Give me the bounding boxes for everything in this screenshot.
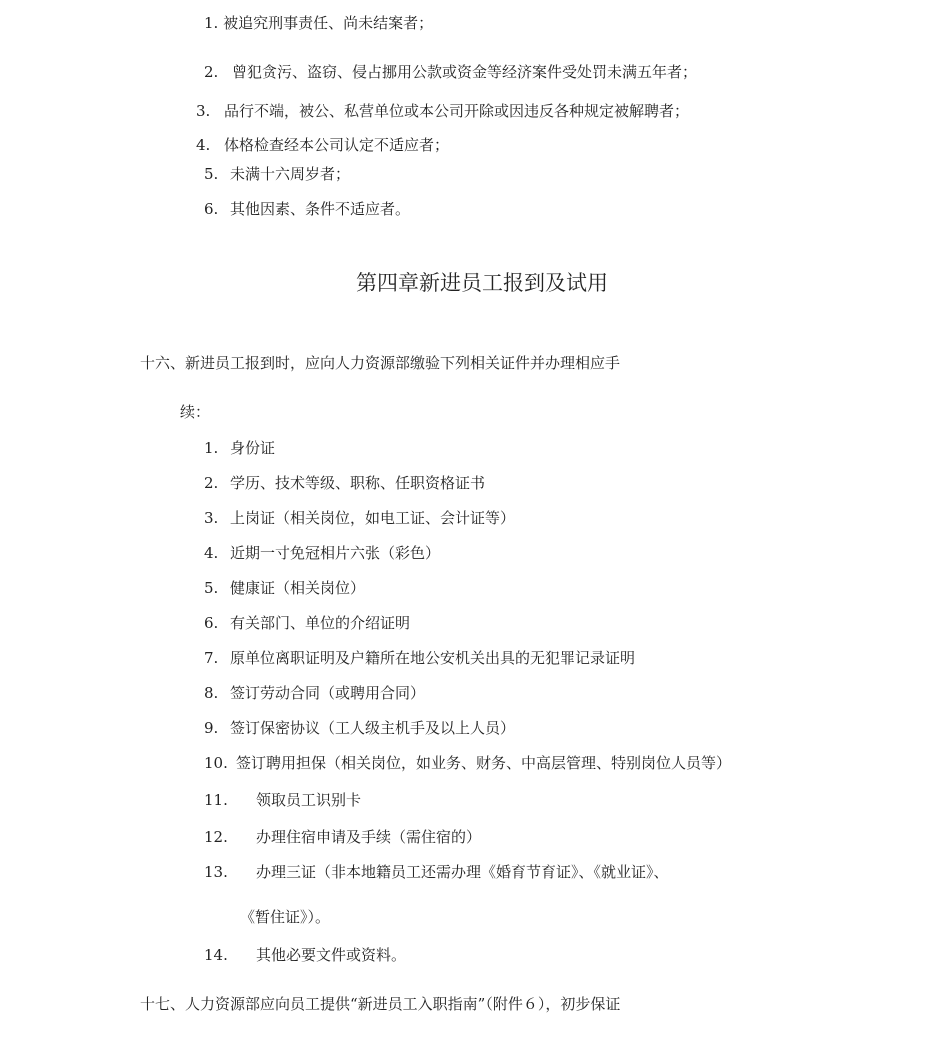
clause-16-line-1: 十六、新进员工报到时，应向人力资源部缴验下列相关证件并办理相应手 xyxy=(140,354,621,372)
list-item xyxy=(204,862,669,882)
list-number: 1. xyxy=(204,439,219,457)
list-item xyxy=(196,135,449,155)
list-text: 品行不端，被公、私营单位或本公司开除或因违反各种规定被解聘者； xyxy=(224,102,690,120)
list-number: 11. xyxy=(204,791,228,809)
list-text: 体格检查经本公司认定不适应者； xyxy=(224,136,450,154)
list-number: 2. xyxy=(204,63,219,81)
list-number: 2. xyxy=(204,474,219,492)
list-text: 上岗证（相关岗位，如电工证、会计证等） xyxy=(230,509,516,527)
list-number: 5. xyxy=(204,165,219,183)
list-item xyxy=(204,578,365,598)
list-number: 10. xyxy=(204,754,228,772)
list-item xyxy=(204,790,361,810)
list-text: 被追究刑事责任、尚未结案者； xyxy=(223,14,434,32)
list-item xyxy=(196,101,689,121)
list-number: 6. xyxy=(204,200,219,218)
chapter-title: 第四章新进员工报到及试用 xyxy=(356,271,608,295)
list-item xyxy=(204,648,635,668)
list-item xyxy=(204,683,425,703)
list-item xyxy=(204,753,731,773)
list-number: 5. xyxy=(204,579,219,597)
list-text: 健康证（相关岗位） xyxy=(230,579,366,597)
clause-17-line-1: 十七、人力资源部应向员工提供“新进员工入职指南”（附件６），初步保证 xyxy=(140,995,621,1013)
list-item xyxy=(204,945,406,965)
list-text: 曾犯贪污、盗窃、侵占挪用公款或资金等经济案件受处罚未满五年者； xyxy=(232,63,698,81)
list-text: 其他因素、条件不适应者。 xyxy=(230,200,411,218)
list-number: 13. xyxy=(204,863,228,881)
list-item xyxy=(204,508,515,528)
list-number: 4. xyxy=(204,544,219,562)
list-text: 领取员工识别卡 xyxy=(256,791,362,809)
list-text: 学历、技术等级、职称、任职资格证书 xyxy=(230,474,486,492)
list-item xyxy=(204,718,515,738)
list-text: 原单位离职证明及户籍所在地公安机关出具的无犯罪记录证明 xyxy=(230,649,636,667)
list-text: 办理三证（非本地籍员工还需办理《婚育节育证》、《就业证》、 xyxy=(256,863,669,881)
list-item xyxy=(204,164,350,184)
list-text: 近期一寸免冠相片六张（彩色） xyxy=(230,544,441,562)
list-number: 8. xyxy=(204,684,219,702)
list-item xyxy=(204,199,410,219)
list-text: 未满十六周岁者； xyxy=(230,165,351,183)
list-text: 《暂住证》）。 xyxy=(240,908,331,926)
list-number: 6. xyxy=(204,614,219,632)
list-item xyxy=(204,613,410,633)
list-number: 1. xyxy=(204,14,219,32)
list-number: 3. xyxy=(204,509,219,527)
list-item xyxy=(204,438,275,458)
clause-16-line-2: 续： xyxy=(180,403,211,421)
list-text: 有关部门、单位的介绍证明 xyxy=(230,614,411,632)
list-number: 4. xyxy=(196,136,211,154)
list-item-continuation xyxy=(240,907,330,927)
list-text: 签订劳动合同（或聘用合同） xyxy=(230,684,426,702)
list-item xyxy=(204,543,440,563)
list-text: 其他必要文件或资料。 xyxy=(256,946,407,964)
list-text: 签订聘用担保（相关岗位，如业务、财务、中高层管理、特别岗位人员等） xyxy=(236,754,732,772)
list-text: 签订保密协议（工人级主机手及以上人员） xyxy=(230,719,516,737)
list-text: 身份证 xyxy=(230,439,276,457)
list-number: 14. xyxy=(204,946,228,964)
list-number: 12. xyxy=(204,828,228,846)
list-item xyxy=(204,62,697,82)
list-number: 9. xyxy=(204,719,219,737)
list-item xyxy=(204,473,485,493)
list-item xyxy=(204,13,433,33)
list-text: 办理住宿申请及手续（需住宿的） xyxy=(256,828,482,846)
list-number: 3. xyxy=(196,102,211,120)
list-item xyxy=(204,827,481,847)
list-number: 7. xyxy=(204,649,219,667)
